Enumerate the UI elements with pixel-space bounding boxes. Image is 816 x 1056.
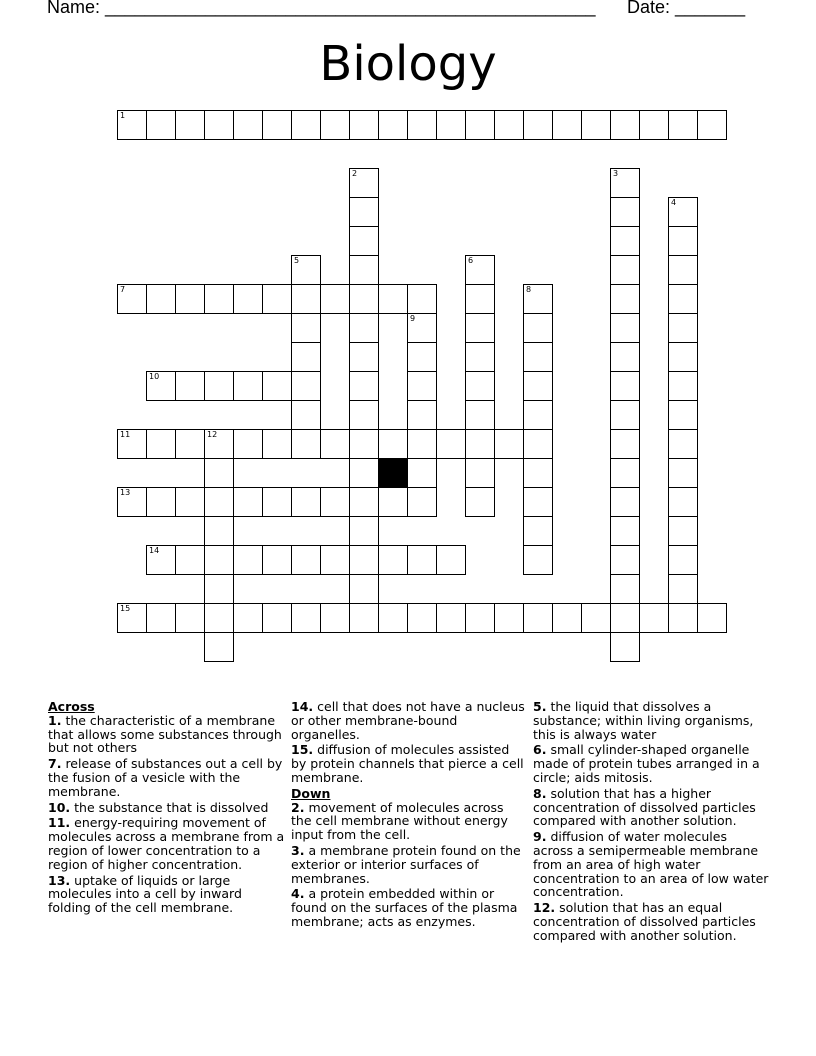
clue-down-6	[533, 743, 769, 784]
crossword-cell[interactable]	[610, 487, 640, 517]
crossword-cell[interactable]	[610, 574, 640, 604]
crossword-cell[interactable]	[262, 371, 292, 401]
crossword-cell[interactable]	[349, 197, 379, 227]
crossword-cell[interactable]	[668, 487, 698, 517]
crossword-cell[interactable]	[610, 342, 640, 372]
crossword-cell[interactable]	[204, 516, 234, 546]
crossword-cell[interactable]	[291, 255, 321, 285]
crossword-cell[interactable]	[494, 110, 524, 140]
clue-text: uptake of liquids or large molecules into a cell by inward folding of the cell membrane.	[48, 872, 242, 916]
crossword-cell[interactable]	[465, 371, 495, 401]
crossword-cell[interactable]	[204, 545, 234, 575]
crossword-cell[interactable]	[668, 545, 698, 575]
crossword-cell[interactable]	[349, 516, 379, 546]
clue-text: the characteristic of a membrane that allows some substances through but not others	[48, 712, 282, 756]
crossword-cell[interactable]	[465, 429, 495, 459]
crossword-cell[interactable]	[436, 545, 466, 575]
crossword-cell[interactable]	[117, 603, 147, 633]
crossword-cell[interactable]	[639, 110, 669, 140]
clue-number-label: 6	[468, 256, 474, 265]
crossword-cell[interactable]	[233, 429, 263, 459]
crossword-cell[interactable]	[465, 603, 495, 633]
crossword-cell[interactable]	[349, 458, 379, 488]
crossword-cell[interactable]	[465, 110, 495, 140]
clue-down-9	[533, 830, 769, 899]
crossword-cell[interactable]	[146, 110, 176, 140]
name-field-label: Name: _________________________________________________	[47, 0, 596, 17]
crossword-cell[interactable]	[349, 284, 379, 314]
crossword-cell[interactable]	[436, 110, 466, 140]
clue-text: a protein embedded within or found on the surfaces of the plasma membrane; acts as enzymes.	[291, 886, 518, 929]
crossword-cell[interactable]	[523, 545, 553, 575]
clue-number: 9.	[533, 829, 547, 845]
crossword-cell[interactable]	[262, 487, 292, 517]
clue-text: a membrane protein found on the exterior or interior surfaces of membranes.	[291, 842, 521, 886]
crossword-cell[interactable]	[320, 429, 350, 459]
crossword-cell[interactable]	[175, 545, 205, 575]
crossword-cell[interactable]	[465, 400, 495, 430]
crossword-cell[interactable]	[523, 110, 553, 140]
clue-across-11	[48, 816, 286, 871]
crossword-cell[interactable]	[668, 400, 698, 430]
crossword-cell[interactable]	[320, 487, 350, 517]
crossword-cell[interactable]	[668, 313, 698, 343]
crossword-cell[interactable]	[610, 516, 640, 546]
crossword-cell[interactable]	[668, 197, 698, 227]
crossword-cell[interactable]	[233, 487, 263, 517]
clues-column-3	[533, 700, 769, 945]
clue-number-label: 2	[352, 169, 358, 178]
crossword-cell[interactable]	[668, 574, 698, 604]
crossword-cell[interactable]	[494, 603, 524, 633]
crossword-cell[interactable]	[175, 284, 205, 314]
across-heading: Across	[48, 699, 95, 714]
crossword-cell[interactable]	[378, 545, 408, 575]
clue-text: solution that has an equal concentration of dissolved particles compared with another solution.	[533, 900, 756, 943]
crossword-cell[interactable]	[349, 487, 379, 517]
crossword-cell[interactable]	[175, 429, 205, 459]
crossword-cell[interactable]	[175, 371, 205, 401]
crossword-cell[interactable]	[262, 110, 292, 140]
crossword-cell[interactable]	[320, 545, 350, 575]
clue-number: 3.	[291, 842, 305, 858]
crossword-cell[interactable]	[262, 429, 292, 459]
crossword-cell[interactable]	[668, 284, 698, 314]
crossword-cell[interactable]	[697, 603, 727, 633]
clue-across-13	[48, 874, 286, 915]
clue-number: 15.	[291, 742, 314, 758]
crossword-cell[interactable]	[552, 110, 582, 140]
clue-down-2	[291, 801, 527, 842]
crossword-cell[interactable]	[291, 429, 321, 459]
crossword-cell[interactable]	[117, 429, 147, 459]
crossword-cell[interactable]	[523, 371, 553, 401]
crossword-cell[interactable]	[610, 458, 640, 488]
clue-number-label: 12	[207, 430, 218, 439]
date-field-label: Date: _______	[627, 0, 746, 17]
crossword-cell[interactable]	[697, 110, 727, 140]
clue-number-label: 11	[120, 430, 131, 439]
crossword-cell[interactable]	[233, 371, 263, 401]
crossword-cell[interactable]	[291, 545, 321, 575]
crossword-cell[interactable]	[610, 284, 640, 314]
clue-text: the substance that is dissolved	[74, 799, 269, 815]
clue-number-label: 13	[120, 488, 131, 497]
crossword-cell[interactable]	[349, 545, 379, 575]
clue-across-14	[291, 700, 527, 741]
crossword-cell[interactable]	[349, 603, 379, 633]
clue-number-label: 4	[671, 198, 677, 207]
crossword-cell[interactable]	[204, 429, 234, 459]
crossword-cell[interactable]	[175, 487, 205, 517]
crossword-cell[interactable]	[349, 371, 379, 401]
clue-text: cell that does not have a nucleus or other membrane-bound organelles.	[291, 699, 525, 742]
crossword-cell[interactable]	[175, 110, 205, 140]
crossword-cell[interactable]	[349, 429, 379, 459]
crossword-cell[interactable]	[233, 603, 263, 633]
clue-text: the liquid that dissolves a substance; within living organisms, this is always water	[533, 699, 754, 742]
clue-down-4	[291, 887, 527, 928]
crossword-cell[interactable]	[262, 545, 292, 575]
crossword-cell[interactable]	[523, 400, 553, 430]
crossword-cell[interactable]	[146, 603, 176, 633]
crossword-cell[interactable]	[349, 574, 379, 604]
crossword-cell[interactable]	[291, 284, 321, 314]
crossword-cell[interactable]	[378, 284, 408, 314]
crossword-cell[interactable]	[407, 545, 437, 575]
crossword-cell[interactable]	[668, 516, 698, 546]
page-title: Biology	[319, 36, 497, 92]
clue-number: 12.	[533, 900, 556, 916]
crossword-cell[interactable]	[610, 110, 640, 140]
crossword-cell[interactable]	[610, 371, 640, 401]
clue-down-12	[533, 901, 769, 942]
clue-across-10	[48, 801, 286, 815]
crossword-cell[interactable]	[465, 458, 495, 488]
clue-number-label: 15	[120, 604, 131, 613]
crossword-cell[interactable]	[668, 458, 698, 488]
crossword-cell[interactable]	[175, 603, 205, 633]
crossword-cell[interactable]	[291, 487, 321, 517]
crossword-cell[interactable]	[668, 603, 698, 633]
crossword-cell[interactable]	[349, 255, 379, 285]
crossword-cell[interactable]	[378, 487, 408, 517]
clue-number: 14.	[291, 699, 314, 714]
crossword-cell[interactable]	[668, 226, 698, 256]
crossword-cell[interactable]	[349, 110, 379, 140]
crossword-cell[interactable]	[146, 371, 176, 401]
clues-column-1	[48, 700, 286, 917]
crossword-cell[interactable]	[349, 168, 379, 198]
clue-number-label: 8	[526, 285, 532, 294]
crossword-cell[interactable]	[291, 110, 321, 140]
crossword-cell[interactable]	[465, 313, 495, 343]
crossword-cell[interactable]	[610, 197, 640, 227]
crossword-black-cell	[378, 458, 408, 488]
crossword-cell[interactable]	[668, 342, 698, 372]
crossword-cell[interactable]	[523, 284, 553, 314]
crossword-cell[interactable]	[523, 458, 553, 488]
crossword-cell[interactable]	[146, 545, 176, 575]
clue-number: 2.	[291, 799, 305, 815]
crossword-cell[interactable]	[465, 487, 495, 517]
clue-number-label: 1	[120, 111, 126, 120]
clue-number: 11.	[48, 815, 71, 831]
crossword-cell[interactable]	[552, 603, 582, 633]
crossword-cell[interactable]	[320, 603, 350, 633]
crossword-cell[interactable]	[204, 603, 234, 633]
clue-text: solution that has a higher concentration of dissolved particles compared with another solution.	[533, 785, 756, 829]
crossword-cell[interactable]	[436, 603, 466, 633]
clue-text: small cylinder-shaped organelle made of protein tubes arranged in a circle; aids mitosis.	[533, 742, 760, 785]
clue-across-7	[48, 757, 286, 798]
crossword-cell[interactable]	[291, 603, 321, 633]
clue-number-label: 7	[120, 285, 126, 294]
crossword-cell[interactable]	[204, 458, 234, 488]
crossword-cell[interactable]	[291, 313, 321, 343]
crossword-cell[interactable]	[610, 429, 640, 459]
clue-text: release of substances out a cell by the fusion of a vesicle with the membrane.	[48, 756, 283, 799]
clue-down-3	[291, 844, 527, 885]
crossword-cell[interactable]	[407, 284, 437, 314]
crossword-cell[interactable]	[523, 516, 553, 546]
crossword-cell[interactable]	[407, 487, 437, 517]
crossword-cell[interactable]	[349, 226, 379, 256]
crossword-cell[interactable]	[262, 284, 292, 314]
crossword-cell[interactable]	[204, 371, 234, 401]
clue-number-label: 10	[149, 372, 160, 381]
clues-column-2	[291, 700, 527, 931]
crossword-cell[interactable]	[407, 429, 437, 459]
clue-text: movement of molecules across the cell membrane without energy input from the cell.	[291, 799, 508, 843]
crossword-cell[interactable]	[146, 429, 176, 459]
crossword-cell[interactable]	[320, 284, 350, 314]
crossword-cell[interactable]	[610, 545, 640, 575]
clue-number: 6.	[533, 742, 547, 758]
crossword-cell[interactable]	[146, 284, 176, 314]
crossword-cell[interactable]	[581, 110, 611, 140]
crossword-cell[interactable]	[349, 400, 379, 430]
crossword-cell[interactable]	[291, 342, 321, 372]
crossword-cell[interactable]	[291, 400, 321, 430]
crossword-cell[interactable]	[610, 313, 640, 343]
clue-text: diffusion of water molecules across a semipermeable membrane from an area of high water concentration to an area of low water concentration.	[533, 829, 769, 900]
clue-number: 8.	[533, 785, 547, 801]
clue-number-label: 5	[294, 256, 300, 265]
crossword-cell[interactable]	[668, 371, 698, 401]
crossword-cell[interactable]	[610, 255, 640, 285]
crossword-cell[interactable]	[668, 255, 698, 285]
clue-number: 13.	[48, 872, 71, 888]
clue-down-8	[533, 787, 769, 828]
crossword-cell[interactable]	[233, 284, 263, 314]
crossword-cell[interactable]	[523, 342, 553, 372]
clue-number-label: 3	[613, 169, 619, 178]
crossword-cell[interactable]	[465, 342, 495, 372]
crossword-cell[interactable]	[378, 429, 408, 459]
clue-text: energy-requiring movement of molecules across a membrane from a region of lower concentration to a region of higher concentration.	[48, 815, 285, 872]
crossword-cell[interactable]	[262, 603, 292, 633]
crossword-cell[interactable]	[436, 429, 466, 459]
crossword-cell[interactable]	[407, 400, 437, 430]
crossword-cell[interactable]	[523, 487, 553, 517]
crossword-cell[interactable]	[378, 603, 408, 633]
clue-text: diffusion of molecules assisted by protein channels that pierce a cell membrane.	[291, 742, 524, 785]
clue-number: 4.	[291, 886, 305, 902]
crossword-cell[interactable]	[523, 429, 553, 459]
crossword-cell[interactable]	[465, 284, 495, 314]
crossword-cell[interactable]	[349, 342, 379, 372]
crossword-cell[interactable]	[668, 110, 698, 140]
clue-number: 10.	[48, 799, 71, 815]
crossword-cell[interactable]	[494, 429, 524, 459]
crossword-cell[interactable]	[407, 371, 437, 401]
crossword-cell[interactable]	[465, 255, 495, 285]
crossword-cell[interactable]	[204, 284, 234, 314]
crossword-cell[interactable]	[581, 603, 611, 633]
clue-number: 5.	[533, 699, 547, 714]
crossword-cell[interactable]	[610, 226, 640, 256]
clue-number: 1.	[48, 712, 62, 728]
crossword-cell[interactable]	[146, 487, 176, 517]
crossword-cell[interactable]	[378, 110, 408, 140]
crossword-cell[interactable]	[523, 313, 553, 343]
crossword-cell[interactable]	[117, 110, 147, 140]
crossword-cell[interactable]	[407, 110, 437, 140]
crossword-cell[interactable]	[117, 284, 147, 314]
clue-number-label: 14	[149, 546, 160, 555]
crossword-cell[interactable]	[204, 632, 234, 662]
clue-number: 7.	[48, 756, 62, 772]
clue-across-1	[48, 714, 286, 755]
clue-number-label: 9	[410, 314, 416, 323]
crossword-cell[interactable]	[407, 313, 437, 343]
crossword-cell[interactable]	[204, 487, 234, 517]
crossword-cell[interactable]	[204, 110, 234, 140]
crossword-cell[interactable]	[407, 603, 437, 633]
crossword-cell[interactable]	[610, 400, 640, 430]
crossword-cell[interactable]	[291, 371, 321, 401]
crossword-cell[interactable]	[204, 574, 234, 604]
crossword-cell[interactable]	[610, 603, 640, 633]
crossword-cell[interactable]	[117, 487, 147, 517]
crossword-cell[interactable]	[610, 632, 640, 662]
clue-across-15	[291, 743, 527, 784]
crossword-cell[interactable]	[407, 342, 437, 372]
crossword-cell[interactable]	[610, 168, 640, 198]
crossword-cell[interactable]	[233, 110, 263, 140]
down-heading: Down	[291, 785, 331, 801]
crossword-cell[interactable]	[233, 545, 263, 575]
crossword-cell[interactable]	[349, 313, 379, 343]
crossword-cell[interactable]	[523, 603, 553, 633]
crossword-cell[interactable]	[639, 603, 669, 633]
crossword-cell[interactable]	[320, 110, 350, 140]
crossword-cell[interactable]	[668, 429, 698, 459]
clue-down-5	[533, 700, 769, 741]
crossword-cell[interactable]	[407, 458, 437, 488]
